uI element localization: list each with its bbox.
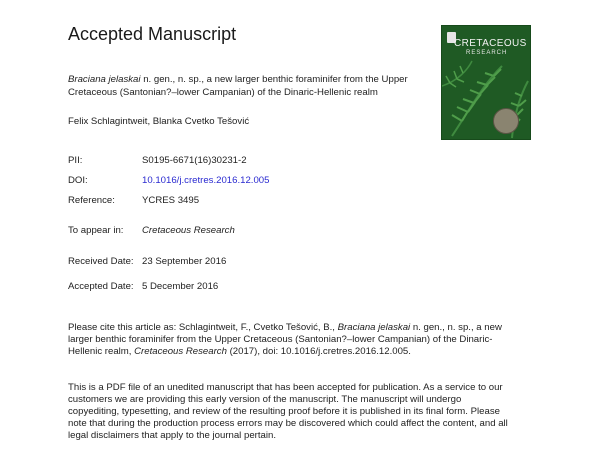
- accepted-date: 5 December 2016: [142, 281, 219, 292]
- article-title-rest: n. gen., n. sp., a new larger benthic foraminifer from the Upper Cretaceous (Santonian?–lower Campanian) of the Dinaric-Hellenic realm: [68, 74, 408, 98]
- doi-link[interactable]: 10.1016/j.cretres.2016.12.005: [142, 175, 270, 186]
- cite-species: Braciana jelaskai: [337, 322, 411, 333]
- journal-cover-image: [441, 25, 531, 140]
- cover-subtitle: RESEARCH: [466, 50, 508, 56]
- accepted-label: Accepted Date:: [68, 281, 134, 292]
- doi-label: DOI:: [68, 175, 88, 186]
- pii-label: PII:: [68, 155, 83, 166]
- reference-label: Reference:: [68, 195, 115, 206]
- pii-value: S0195-6671(16)30231-2: [142, 155, 247, 166]
- received-label: Received Date:: [68, 256, 134, 267]
- cite-mid: n. gen., n. sp., a new larger benthic foraminifer from the Upper Cretaceous (Santonian?–lower Campanian) of the Dinaric-Hellenic realm,: [68, 322, 502, 357]
- article-title: [68, 74, 428, 99]
- cover-title: CRETACEOUS: [454, 38, 527, 49]
- cite-tail: (2017), doi: 10.1016/j.cretres.2016.12.005.: [226, 346, 411, 357]
- reference-value: YCRES 3495: [142, 195, 200, 206]
- authors: Felix Schlagintweit, Blanka Cvetko Tešović: [68, 116, 250, 127]
- disclaimer-paragraph: This is a PDF file of an unedited manuscript that has been accepted for publication. As a service to our customers we are providing this early version of the manuscript. The manuscript will undergo copyediting, typesetting, and review of the resulting proof before it is published in its final form. Please note that during the production process errors may be discovered which could affect the content, and all legal disclaimers that apply to the journal pertain.: [68, 382, 508, 441]
- journal-name: Cretaceous Research: [142, 225, 235, 236]
- cite-lead: Please cite this article as: Schlagintweit, F., Cvetko Tešović, B.,: [68, 322, 338, 333]
- appear-label: To appear in:: [68, 225, 124, 236]
- cite-journal: Cretaceous Research: [134, 346, 227, 357]
- citation-paragraph: [68, 322, 508, 358]
- received-date: 23 September 2016: [142, 256, 227, 267]
- cover-fossil-illustration: [493, 108, 519, 134]
- page-heading: Accepted Manuscript: [68, 24, 237, 44]
- species-name: Braciana jelaskai: [68, 74, 141, 85]
